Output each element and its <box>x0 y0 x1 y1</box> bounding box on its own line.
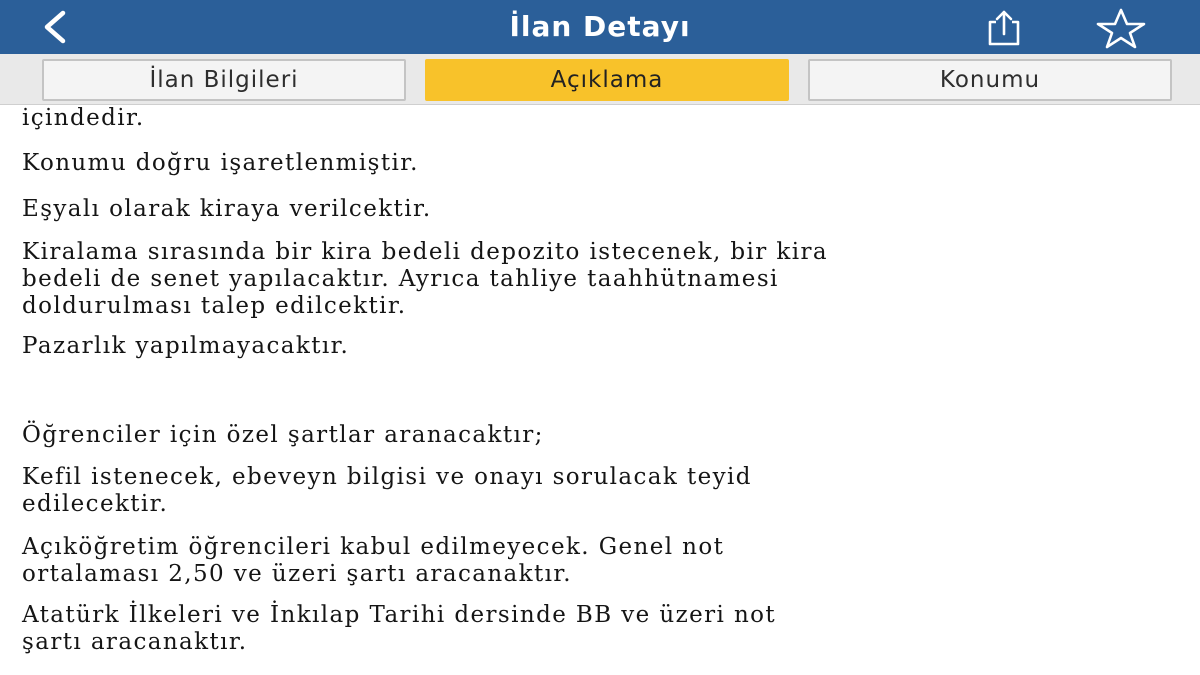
share-button[interactable] <box>976 6 1032 50</box>
description-line: şartı aracanaktır. <box>22 629 248 655</box>
tab-bar <box>0 54 1200 105</box>
navigation-bar <box>0 0 1200 54</box>
description-paragraph <box>22 602 1187 656</box>
back-button[interactable] <box>30 4 80 50</box>
description-line: bedeli de senet yapılacaktır. Ayrıca tahliye taahhütnamesi <box>22 266 779 292</box>
description-paragraph <box>22 150 1187 177</box>
description-paragraph <box>22 534 1187 588</box>
description-line: Eşyalı olarak kiraya verilcektir. <box>22 196 432 222</box>
description-paragraph <box>22 464 1187 518</box>
tab-ilan-bilgileri[interactable]: İlan Bilgileri <box>42 59 406 101</box>
description-line: Pazarlık yapılmayacaktır. <box>22 333 350 359</box>
description-paragraph <box>22 105 1187 132</box>
tab-konumu[interactable]: Konumu <box>808 59 1172 101</box>
star-outline-icon <box>1088 6 1154 50</box>
favorite-button[interactable] <box>1086 4 1156 52</box>
description-paragraph <box>22 196 1187 223</box>
description-line: Kefil istenecek, ebeveyn bilgisi ve onayı sorulacak teyid <box>22 464 752 490</box>
tab-aciklama[interactable]: Açıklama <box>425 59 789 101</box>
description-line: ortalaması 2,50 ve üzeri şartı aracanaktır. <box>22 561 572 587</box>
description-paragraph <box>22 422 1187 449</box>
description-line: Öğrenciler için özel şartlar aranacaktır; <box>22 422 544 448</box>
page-title: İlan Detayı <box>509 10 691 43</box>
description-line: edilecektir. <box>22 491 169 517</box>
description-line: doldurulması talep edilcektir. <box>22 293 407 319</box>
description-content[interactable] <box>0 104 1200 675</box>
description-line: Açıköğretim öğrencileri kabul edilmeyecek. Genel not <box>22 534 725 560</box>
share-icon <box>982 8 1026 48</box>
description-paragraph <box>22 239 1187 320</box>
description-paragraph <box>22 333 1187 360</box>
description-line: içindedir. <box>22 105 145 131</box>
description-line: Kiralama sırasında bir kira bedeli depozito istecenek, bir kira <box>22 239 828 265</box>
description-line: Atatürk İlkeleri ve İnkılap Tarihi dersinde BB ve üzeri not <box>22 602 777 628</box>
description-line: Konumu doğru işaretlenmiştir. <box>22 150 419 176</box>
chevron-left-icon <box>39 10 71 44</box>
